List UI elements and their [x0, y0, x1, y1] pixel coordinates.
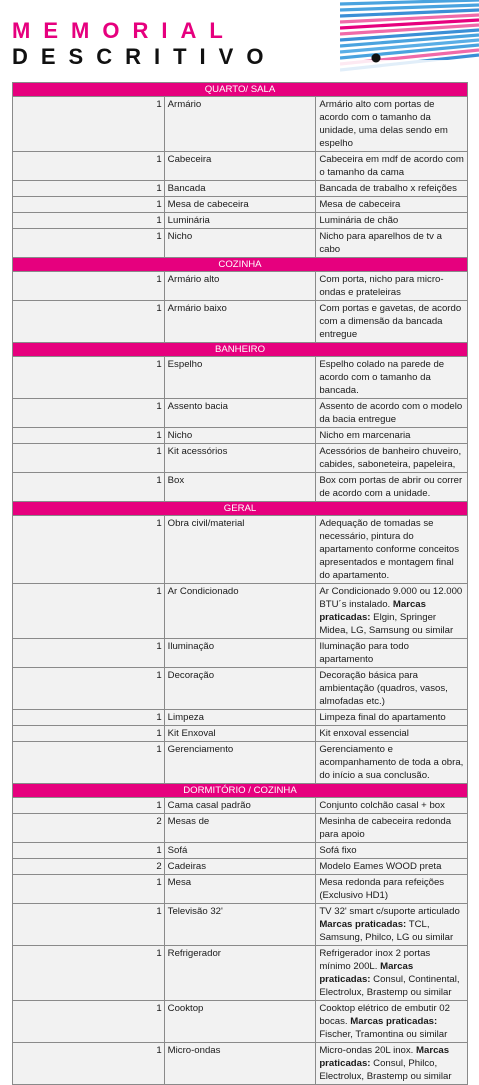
item-name: Obra civil/material	[164, 516, 316, 584]
table-row	[13, 710, 468, 726]
item-description	[316, 726, 468, 742]
item-name: Cadeiras	[164, 859, 316, 875]
brands-list: Fischer, Tramontina ou similar	[319, 1029, 448, 1040]
item-quantity: 2	[13, 814, 165, 843]
section-header	[13, 502, 468, 516]
item-name: Micro-ondas	[164, 1043, 316, 1085]
description-text: Espelho colado na parede de acordo com o tamanho da bancada.	[319, 359, 445, 396]
item-name: Ar Condicionado	[164, 584, 316, 639]
description-text: Box com portas de abrir ou correr de acordo com a unidade.	[319, 475, 463, 499]
table-row	[13, 584, 468, 639]
description-text: Acessórios de banheiro chuveiro, cabides, saboneteira, papeleira,	[319, 446, 462, 470]
item-quantity: 1	[13, 710, 165, 726]
table-row	[13, 726, 468, 742]
item-quantity: 1	[13, 843, 165, 859]
description-text: Sofá fixo	[319, 845, 357, 856]
item-description	[316, 843, 468, 859]
item-name: Kit acessórios	[164, 444, 316, 473]
item-description	[316, 197, 468, 213]
table-row	[13, 97, 468, 152]
item-name: Mesa	[164, 875, 316, 904]
item-description	[316, 584, 468, 639]
item-description	[316, 213, 468, 229]
table-row	[13, 428, 468, 444]
table-row	[13, 814, 468, 843]
item-name: Nicho	[164, 428, 316, 444]
item-description	[316, 875, 468, 904]
brands-label: Marcas praticadas:	[319, 919, 407, 930]
table-row	[13, 639, 468, 668]
item-name: Kit Enxoval	[164, 726, 316, 742]
brands-list: Consul, Continental, Electrolux, Brastemp ou similar	[319, 974, 460, 998]
table-row	[13, 1043, 468, 1085]
description-text: Com portas e gavetas, de acordo com a dimensão da bancada entregue	[319, 303, 462, 340]
table-row	[13, 213, 468, 229]
item-description	[316, 516, 468, 584]
section-title: COZINHA	[13, 258, 468, 272]
item-name: Bancada	[164, 181, 316, 197]
item-quantity: 1	[13, 301, 165, 343]
description-text: Decoração básica para ambientação (quadros, vasos, almofadas etc.)	[319, 670, 448, 707]
description-text: Iluminação para todo apartamento	[319, 641, 409, 665]
item-quantity: 1	[13, 584, 165, 639]
item-description	[316, 1001, 468, 1043]
item-description	[316, 668, 468, 710]
item-description	[316, 946, 468, 1001]
item-quantity: 1	[13, 229, 165, 258]
item-description	[316, 399, 468, 428]
item-quantity: 1	[13, 272, 165, 301]
item-quantity: 1	[13, 473, 165, 502]
item-name: Luminária	[164, 213, 316, 229]
item-description	[316, 357, 468, 399]
brands-list: Consul, Philco, Electrolux, Brastemp ou similar	[319, 1058, 452, 1082]
table-row	[13, 516, 468, 584]
memorial-table	[12, 82, 468, 1085]
table-row	[13, 946, 468, 1001]
item-description	[316, 181, 468, 197]
item-description	[316, 272, 468, 301]
brands-label: Marcas praticadas:	[319, 1045, 450, 1069]
item-quantity: 1	[13, 946, 165, 1001]
item-quantity: 1	[13, 181, 165, 197]
table-row	[13, 181, 468, 197]
item-quantity: 1	[13, 357, 165, 399]
table-row	[13, 272, 468, 301]
item-quantity: 1	[13, 444, 165, 473]
description-text: Assento de acordo com o modelo da bacia entregue	[319, 401, 463, 425]
description-text: Adequação de tomadas se necessário, pintura do apartamento conforme conceitos apresentados e montagem final do apartamento.	[319, 518, 460, 581]
item-name: Iluminação	[164, 639, 316, 668]
description-text: Micro-ondas 20L inox.	[319, 1045, 414, 1056]
item-name: Sofá	[164, 843, 316, 859]
item-quantity: 1	[13, 798, 165, 814]
brands-label: Marcas praticadas:	[319, 961, 414, 985]
description-text: Refrigerador inox 2 portas mínimo 200L.	[319, 948, 431, 972]
decorative-stripes-graphic	[340, 0, 479, 72]
description-text: Cabeceira em mdf de acordo com o tamanho da cama	[319, 154, 464, 178]
item-name: Assento bacia	[164, 399, 316, 428]
section-title: QUARTO/ SALA	[13, 83, 468, 97]
table-row	[13, 197, 468, 213]
description-text: Mesa redonda para refeições (Exclusivo HD1)	[319, 877, 445, 901]
brands-list: Elgin, Springer Midea, LG, Samsung ou similar	[319, 612, 454, 636]
item-description	[316, 710, 468, 726]
item-quantity: 1	[13, 213, 165, 229]
description-text: Nicho em marcenaria	[319, 430, 411, 441]
table-row	[13, 875, 468, 904]
item-name: Espelho	[164, 357, 316, 399]
item-quantity: 2	[13, 859, 165, 875]
item-description	[316, 814, 468, 843]
item-description	[316, 473, 468, 502]
table-row	[13, 473, 468, 502]
table-row	[13, 444, 468, 473]
table-row	[13, 859, 468, 875]
item-quantity: 1	[13, 1001, 165, 1043]
section-header	[13, 83, 468, 97]
table-row	[13, 742, 468, 784]
table-row	[13, 399, 468, 428]
description-text: Kit enxoval essencial	[319, 728, 409, 739]
item-quantity: 1	[13, 726, 165, 742]
item-description	[316, 859, 468, 875]
section-title: GERAL	[13, 502, 468, 516]
item-name: Cooktop	[164, 1001, 316, 1043]
item-quantity: 1	[13, 197, 165, 213]
section-title: DORMITÓRIO / COZINHA	[13, 784, 468, 798]
item-name: Mesas de	[164, 814, 316, 843]
description-text: Mesinha de cabeceira redonda para apoio	[319, 816, 452, 840]
table-row	[13, 668, 468, 710]
table-row	[13, 904, 468, 946]
item-name: Nicho	[164, 229, 316, 258]
description-text: Com porta, nicho para micro-ondas e prateleiras	[319, 274, 444, 298]
brands-list: TCL, Samsung, Philco, LG ou similar	[319, 919, 454, 943]
item-name: Cama casal padrão	[164, 798, 316, 814]
item-quantity: 1	[13, 639, 165, 668]
item-name: Box	[164, 473, 316, 502]
description-text: Modelo Eames WOOD preta	[319, 861, 442, 872]
item-quantity: 1	[13, 399, 165, 428]
item-quantity: 1	[13, 875, 165, 904]
description-text: Ar Condicionado 9.000 ou 12.000 BTU´s instalado.	[319, 586, 463, 610]
item-name: Gerenciamento	[164, 742, 316, 784]
item-description	[316, 742, 468, 784]
item-quantity: 1	[13, 152, 165, 181]
item-quantity: 1	[13, 516, 165, 584]
description-text: Cooktop elétrico de embutir 02 bocas.	[319, 1003, 450, 1027]
section-header	[13, 343, 468, 357]
description-text: Limpeza final do apartamento	[319, 712, 446, 723]
item-description	[316, 444, 468, 473]
description-text: Gerenciamento e acompanhamento de toda a obra, do início a sua conclusão.	[319, 744, 464, 781]
description-text: TV 32' smart c/suporte articulado	[319, 906, 460, 917]
item-description	[316, 639, 468, 668]
table-row	[13, 229, 468, 258]
item-quantity: 1	[13, 97, 165, 152]
item-name: Limpeza	[164, 710, 316, 726]
item-name: Armário alto	[164, 272, 316, 301]
item-description	[316, 229, 468, 258]
item-description	[316, 152, 468, 181]
table-row	[13, 843, 468, 859]
item-name: Cabeceira	[164, 152, 316, 181]
item-description	[316, 97, 468, 152]
section-title: BANHEIRO	[13, 343, 468, 357]
section-header	[13, 784, 468, 798]
item-quantity: 1	[13, 668, 165, 710]
item-description	[316, 428, 468, 444]
table-row	[13, 1001, 468, 1043]
title-memorial: MEMORIAL	[12, 18, 236, 43]
item-name: Armário	[164, 97, 316, 152]
item-name: Mesa de cabeceira	[164, 197, 316, 213]
description-text: Armário alto com portas de acordo com o tamanho da unidade, uma delas sendo em espelho	[319, 99, 448, 149]
description-text: Nicho para aparelhos de tv a cabo	[319, 231, 442, 255]
description-text: Luminária de chão	[319, 215, 399, 226]
item-quantity: 1	[13, 1043, 165, 1085]
item-quantity: 1	[13, 904, 165, 946]
item-name: Televisão 32'	[164, 904, 316, 946]
table-row	[13, 301, 468, 343]
item-description	[316, 301, 468, 343]
item-quantity: 1	[13, 742, 165, 784]
title-descritivo: DESCRITIVO	[12, 44, 277, 69]
item-name: Armário baixo	[164, 301, 316, 343]
item-description	[316, 1043, 468, 1085]
table-row	[13, 357, 468, 399]
section-header	[13, 258, 468, 272]
description-text: Bancada de trabalho x refeições	[319, 183, 457, 194]
item-name: Refrigerador	[164, 946, 316, 1001]
description-text: Conjunto colchão casal + box	[319, 800, 445, 811]
item-name: Decoração	[164, 668, 316, 710]
item-description	[316, 904, 468, 946]
item-quantity: 1	[13, 428, 165, 444]
description-text: Mesa de cabeceira	[319, 199, 401, 210]
table-row	[13, 152, 468, 181]
brands-label: Marcas praticadas:	[350, 1016, 438, 1027]
brands-label: Marcas praticadas:	[319, 599, 426, 623]
